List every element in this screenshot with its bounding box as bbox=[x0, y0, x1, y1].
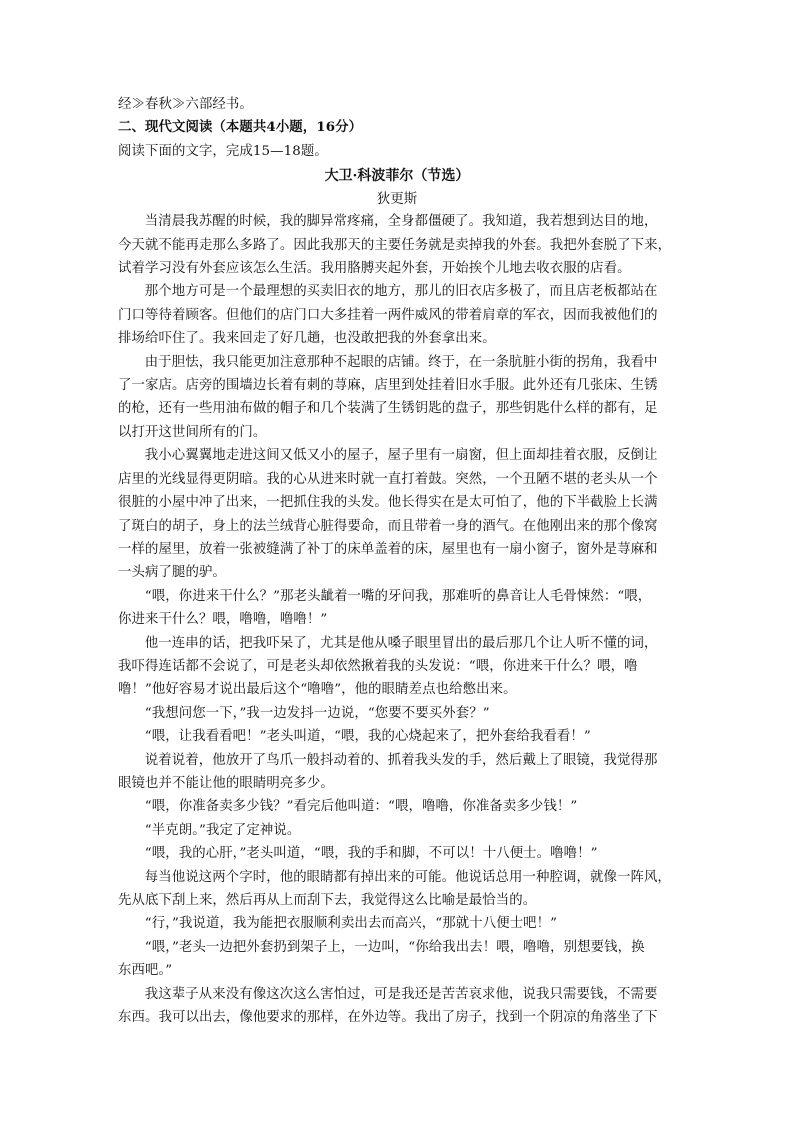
body-line: 很脏的小屋中冲了出来，一把抓住我的头发。他长得实在是太可怕了，他的下半截脸上长满 bbox=[118, 495, 658, 511]
body-line: 东西。我可以出去，像他要求的那样，在外边等。我出了房子，找到一个阴凉的角落坐了下 bbox=[118, 1010, 658, 1026]
previous-text-line: 经≫春秋≫六部经书。 bbox=[118, 97, 253, 112]
body-line: 我吓得连话都不会说了，可是老头却依然揪着我的头发说：“喂，你进来干什么？喂，噜 bbox=[118, 658, 638, 674]
body-line: “我想问您一下，”我一边发抖一边说，“您要不要买外套？” bbox=[144, 705, 490, 721]
article-body bbox=[118, 210, 676, 1029]
body-line: 一样的屋里，放着一张被缝满了补丁的床单盖着的床，屋里也有一扇小窗子，窗外是荨麻和 bbox=[118, 541, 658, 557]
document-page bbox=[118, 93, 676, 1029]
body-line: 他一连串的话，把我吓呆了，尤其是他从嗓子眼里冒出的最后那几个让人听不懂的词， bbox=[144, 635, 658, 651]
body-line: “喂，让我看看吧！”老头叫道，“喂，我的心烧起来了，把外套给我看看！” bbox=[144, 729, 591, 745]
body-line: 东西吧。” bbox=[118, 963, 173, 979]
body-line: 你进来干什么？喂，噜噜，噜噜！” bbox=[118, 612, 328, 628]
body-line: “喂，我的心肝，”老头叫道，“喂，我的手和脚，不可以！十八便士。噜噜！” bbox=[144, 846, 598, 862]
body-line: “喂，你进来干什么？”那老头龇着一嘴的牙问我，那难听的鼻音让人毛骨悚然：“喂， bbox=[144, 588, 652, 604]
body-line: 排场给吓住了。我来回走了好几趟，也没敢把我的外套拿出来。 bbox=[118, 331, 496, 347]
body-line: 由于胆怯，我只能更加注意那种不起眼的店铺。终于，在一条肮脏小街的拐角，我看中 bbox=[144, 354, 658, 370]
body-line: “喂，”老头一边把外套扔到架子上，一边叫，“你给我出去！喂，噜噜，别想要钱，换 bbox=[144, 939, 645, 955]
body-line: “半克朗。”我定了定神说。 bbox=[144, 822, 301, 838]
reading-instruction: 阅读下面的文字，完成15—18题。 bbox=[118, 143, 328, 159]
body-line: 那个地方可是一个最理想的买卖旧衣的地方，那儿的旧衣店多极了，而且店老板都站在 bbox=[144, 284, 658, 300]
body-line: 了斑白的胡子，身上的法兰绒背心脏得要命，而且带着一身的酒气。在他刚出来的那个像窝 bbox=[118, 518, 658, 534]
body-line: 噜！”他好容易才说出最后这个“噜噜”，他的眼睛差点也给憋出来。 bbox=[118, 682, 517, 698]
body-line: “行，”我说道，我为能把衣服顺利卖出去而高兴，“那就十八便士吧！” bbox=[144, 916, 558, 932]
body-line: 先从底下刮上来，然后再从上而刮下去，我觉得这么比喻是最恰当的。 bbox=[118, 893, 537, 908]
body-line: 说着说着，他放开了鸟爪一般抖动着的、抓着我头发的手，然后戴上了眼镜，我觉得那 bbox=[144, 752, 658, 768]
body-line: 的枪，还有一些用油布做的帽子和几个装满了生锈钥匙的盘子，那些钥匙什么样的都有，足 bbox=[118, 401, 658, 417]
section-header: 二、现代文阅读（本题共4小题，16分） bbox=[118, 119, 363, 136]
body-line: 每当他说这两个字时，他的眼睛都有掉出来的可能。他说话总用一种腔调，就像一阵风， bbox=[144, 869, 671, 885]
body-line: 以打开这世间所有的门。 bbox=[118, 424, 267, 440]
body-line: 我这辈子从来没有像这次这么害怕过，可是我还是苦苦哀求他，说我只需要钱，不需要 bbox=[144, 986, 658, 1002]
body-line: 试着学习没有外套应该怎么生活。我用胳膊夹起外套，开始挨个儿地去收衣服的店看。 bbox=[118, 261, 631, 277]
body-line: 当清晨我苏醒的时候，我的脚异常疼痛，全身都僵硬了。我知道，我若想到达目的地， bbox=[144, 214, 658, 230]
body-line: “喂，你准备卖多少钱？”看完后他叫道：“喂，噜噜，你准备卖多少钱！” bbox=[144, 799, 578, 815]
article-title: 大卫·科波菲尔（节选） bbox=[324, 168, 470, 185]
body-line: 店里的光线显得更阴暗。我的心从进来时就一直打着鼓。突然，一个丑陋不堪的老头从一个 bbox=[118, 471, 658, 487]
body-line: 一头病了腿的驴。 bbox=[118, 565, 226, 581]
body-line: 门口等待着顾客。但他们的店门口大多挂着一两件威风的带着肩章的军衣，因而我被他们的 bbox=[118, 307, 658, 323]
body-line: 了一家店。店旁的围墙边长着有刺的荨麻，店里到处挂着旧水手服。此外还有几张床、生锈 bbox=[118, 378, 658, 394]
body-line: 今天就不能再走那么多路了。因此我那天的主要任务就是卖掉我的外套。我把外套脱了下来， bbox=[118, 237, 672, 253]
article-author: 狄更斯 bbox=[376, 191, 418, 208]
body-line: 眼镜也并不能让他的眼睛明亮多少。 bbox=[118, 775, 334, 791]
body-line: 我小心翼翼地走进这间又低又小的屋子，屋子里有一扇窗，但上面却挂着衣服，反倒让 bbox=[144, 448, 658, 464]
